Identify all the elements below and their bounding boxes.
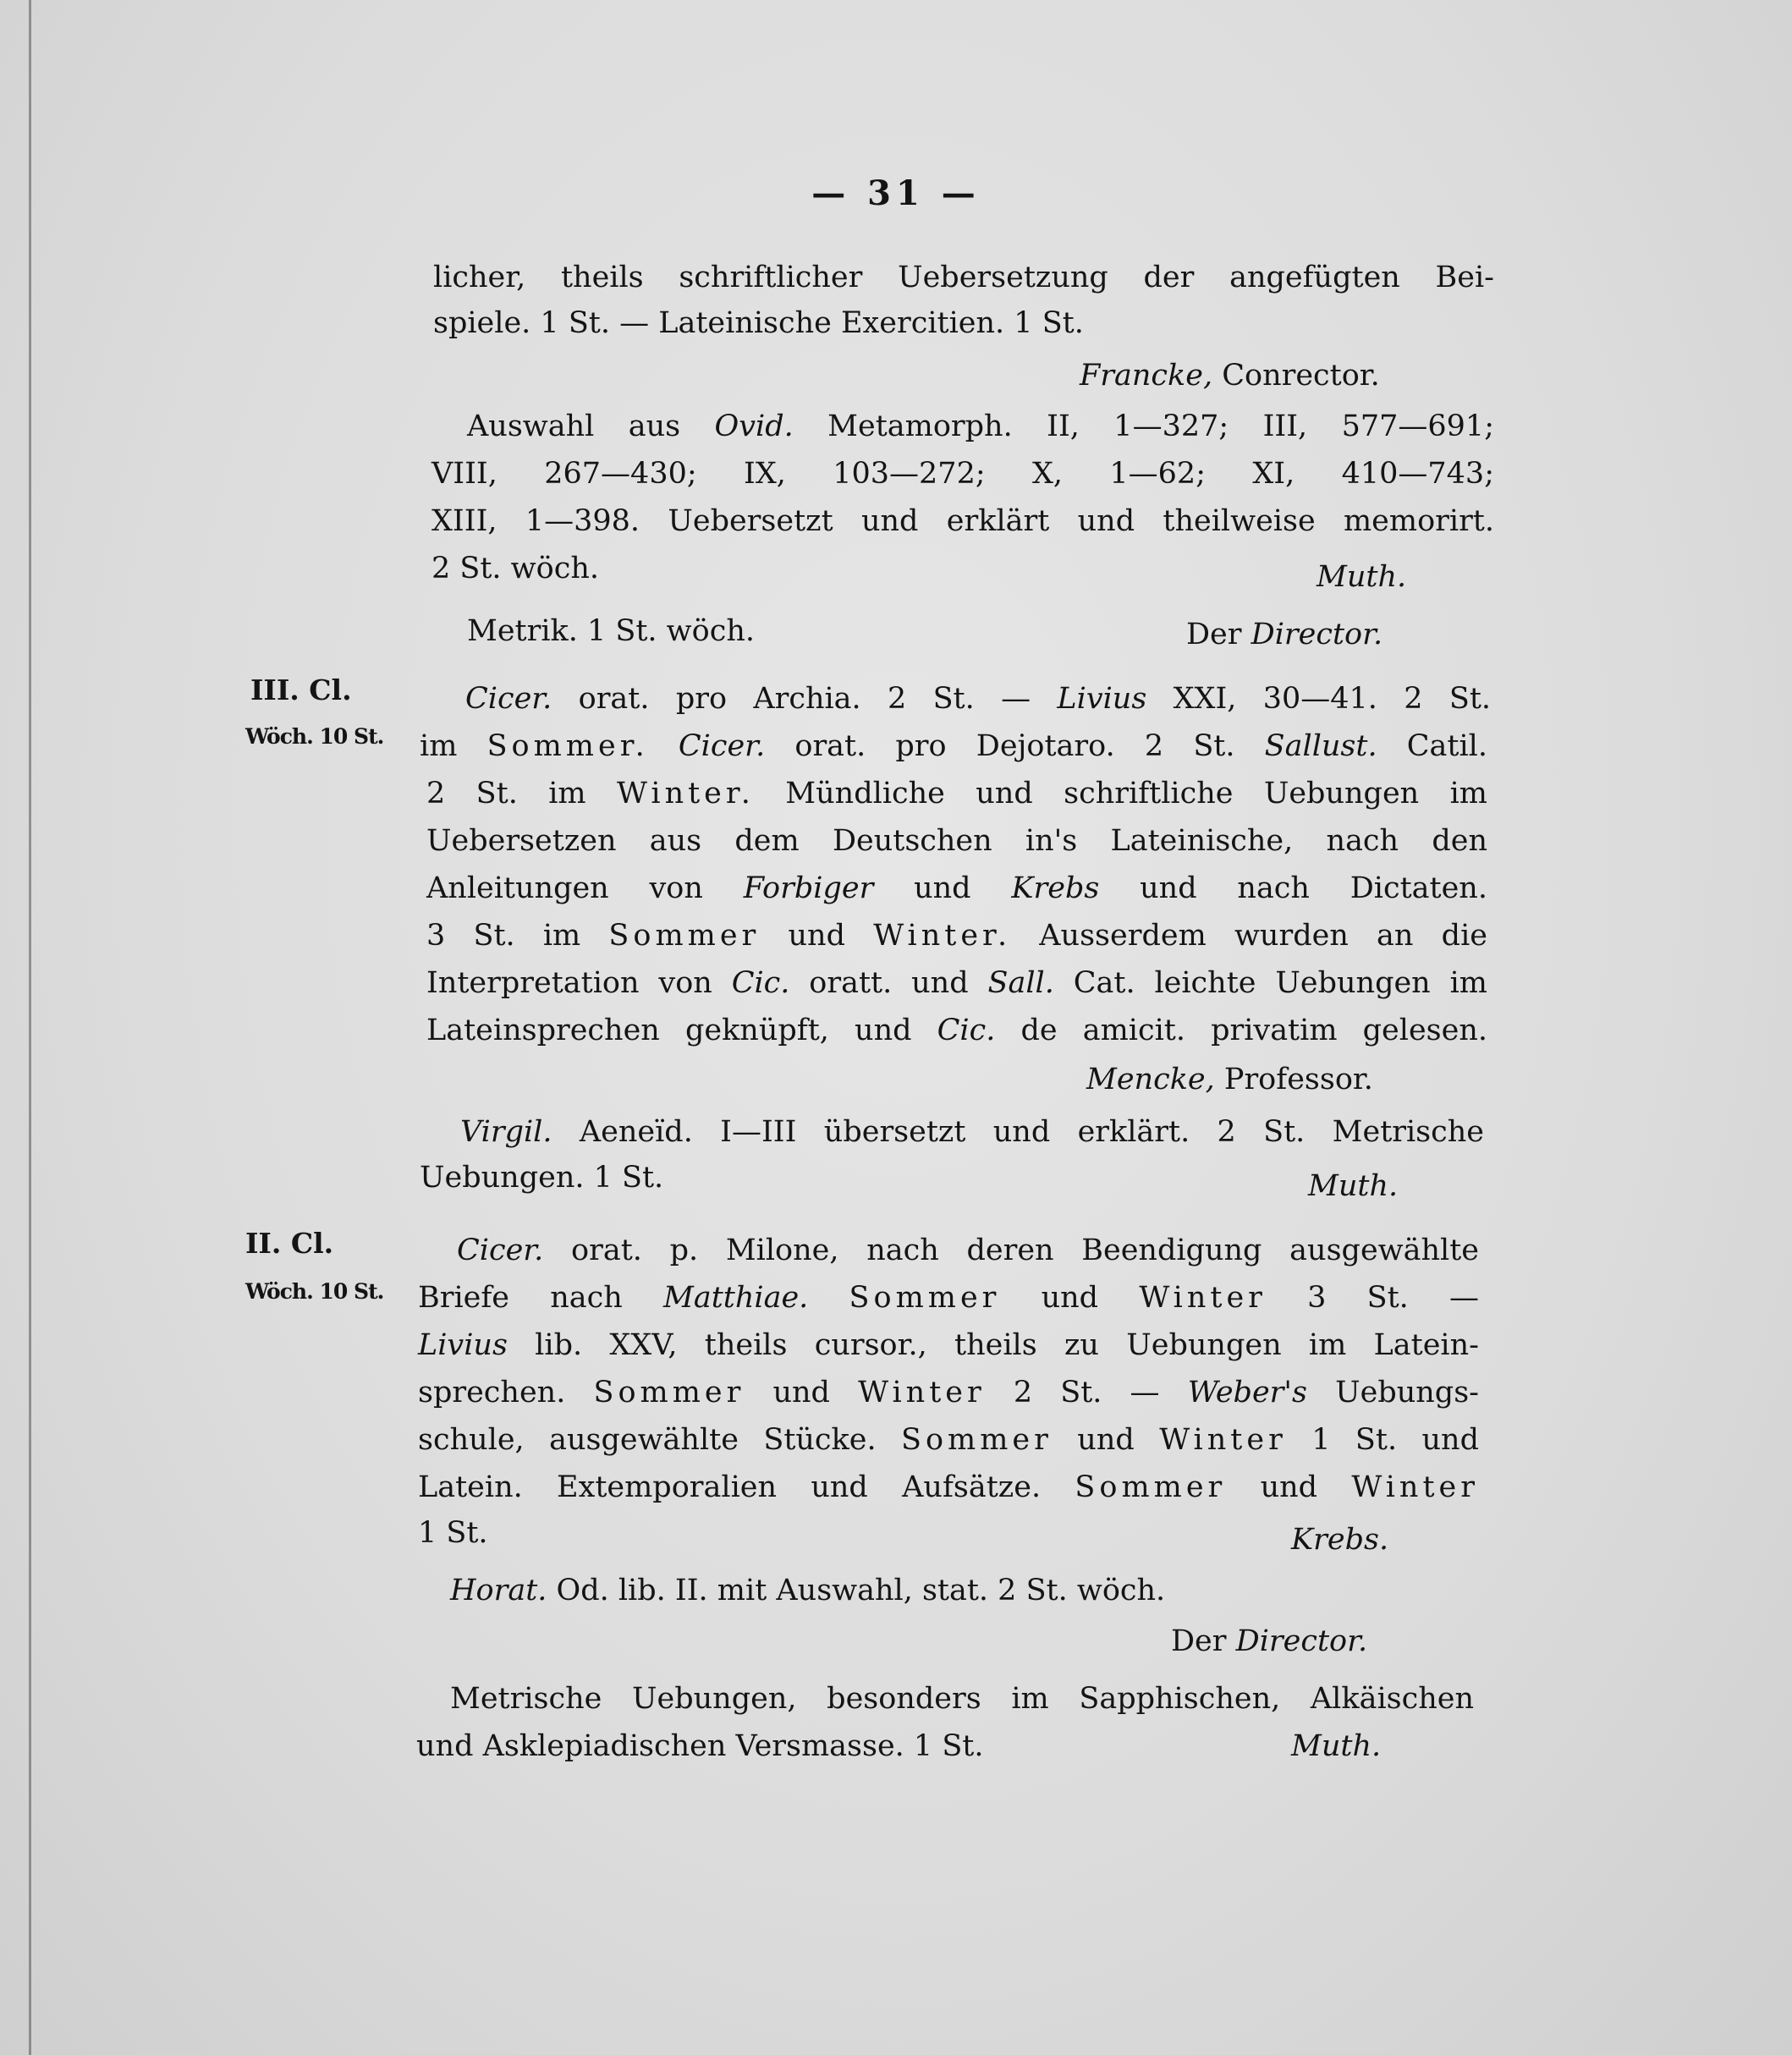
page-number: — 31 — [811,173,981,213]
teacher-line: Der Director. [1171,1624,1368,1658]
text-line: 3 St. im Sommer und Winter. Ausserdem wurden an die [426,919,1487,953]
text-line: 2 St. im Winter. Mündliche und schriftliche Uebungen im [426,777,1487,810]
teacher-name: Muth. [1291,1729,1382,1763]
class-label-ii: II. Cl. [245,1227,334,1260]
teacher-line [1080,359,1380,393]
text-line: Uebersetzen aus dem Deutschen in's Lateinische, nach den [426,824,1487,858]
teacher-name: Muth. [1317,560,1407,594]
text-line: schule, ausgewählte Stücke. Sommer und Winter 1 St. und [418,1423,1479,1457]
class-label-iii: III. Cl. [250,673,352,706]
text-line: 1 St. [418,1516,488,1550]
teacher-role: Conrector. [1222,359,1380,393]
text-line: 2 St. wöch. [432,552,599,585]
teacher-line: Der Director. [1186,618,1383,651]
text-line: VIII, 267—430; IX, 103—272; X, 1—62; XI, 410—743; [432,457,1494,491]
text-line: XIII, 1—398. Uebersetzt und erklärt und theilweise memorirt. [432,504,1494,538]
teacher-name: Francke, [1080,359,1213,393]
text-line: Virgil. Aeneïd. I—III übersetzt und erklärt. 2 St. Metrische [460,1115,1484,1149]
text-line: sprechen. Sommer und Winter 2 St. — Weber's Uebungs- [418,1376,1479,1409]
text-line: spiele. 1 St. — Lateinische Exercitien. 1 St. [433,306,1084,340]
text-line: Metrische Uebungen, besonders im Sapphischen, Alkäischen [450,1682,1474,1716]
class-hours-ii: Wöch. 10 St. [245,1279,384,1304]
text-line: Uebungen. 1 St. [420,1161,664,1195]
text-line: Cicer. orat. pro Archia. 2 St. — Livius XXI, 30—41. 2 St. [465,682,1492,716]
teacher-line: Mencke, Professor. [1086,1063,1373,1096]
text-line: im Sommer. Cicer. orat. pro Dejotaro. 2 St. Sallust. Catil. [420,729,1487,763]
text-line: Lateinsprechen geknüpft, und Cic. de amicit. privatim gelesen. [426,1014,1487,1047]
text-line: Horat. Od. lib. II. mit Auswahl, stat. 2 St. wöch. [450,1574,1166,1607]
binding-edge [29,0,31,2055]
text-line: Livius lib. XXV, theils cursor., theils zu Uebungen im Latein- [418,1328,1479,1362]
text-line: licher, theils schriftlicher Uebersetzung der angefügten Bei- [433,261,1494,294]
class-hours-iii: Wöch. 10 St. [245,724,384,749]
text-line: Briefe nach Matthiae. Sommer und Winter 3 St. — [418,1281,1479,1315]
teacher-name: Krebs. [1291,1523,1389,1557]
text-line: Cicer. orat. p. Milone, nach deren Beendigung ausgewählte [457,1234,1479,1267]
text-line: Auswahl aus Ovid. Metamorph. II, 1—327; III, 577—691; [467,409,1494,443]
text-line: Metrik. 1 St. wöch. [467,614,755,648]
text-line: Anleitungen von Forbiger und Krebs und nach Dictaten. [426,871,1487,905]
text-line: und Asklepiadischen Versmasse. 1 St. [416,1729,984,1763]
teacher-name: Muth. [1308,1169,1399,1203]
text-line: Interpretation von Cic. oratt. und Sall. Cat. leichte Uebungen im [426,966,1487,1000]
text-line: Latein. Extemporalien und Aufsätze. Sommer und Winter [418,1470,1479,1504]
